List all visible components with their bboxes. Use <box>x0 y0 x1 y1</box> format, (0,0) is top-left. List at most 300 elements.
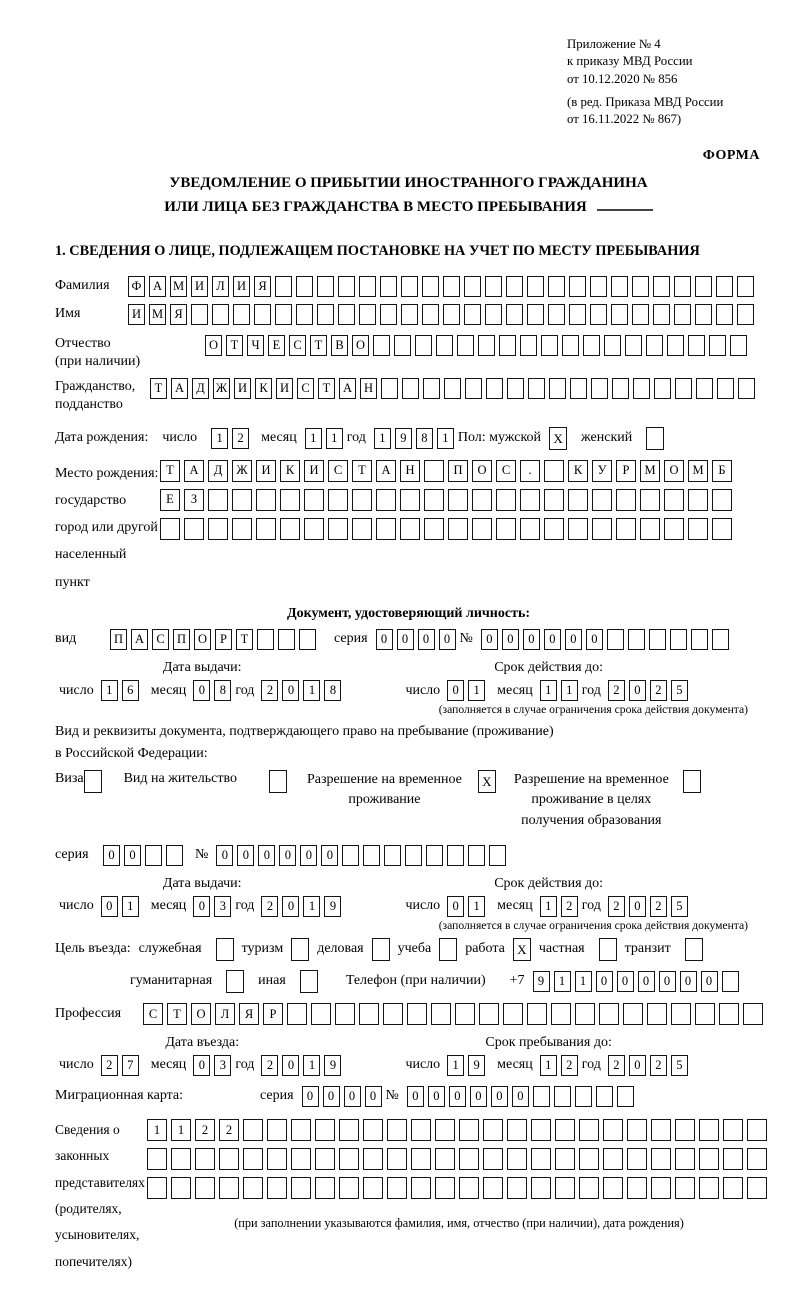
char-cell[interactable]: 1 <box>122 896 139 917</box>
char-cell[interactable] <box>555 1148 575 1170</box>
char-cell[interactable] <box>280 518 300 540</box>
char-cell[interactable] <box>478 335 495 356</box>
char-cell[interactable]: И <box>256 460 276 482</box>
char-cell[interactable] <box>338 276 355 297</box>
char-cell[interactable] <box>422 276 439 297</box>
char-cell[interactable]: 7 <box>122 1055 139 1076</box>
char-cell[interactable]: 9 <box>324 896 341 917</box>
char-cell[interactable]: 1 <box>374 428 391 449</box>
char-cell[interactable] <box>592 489 612 511</box>
char-cell[interactable] <box>709 335 726 356</box>
char-cell[interactable] <box>191 304 208 325</box>
char-cell[interactable]: 8 <box>416 428 433 449</box>
char-cell[interactable] <box>400 518 420 540</box>
char-cell[interactable] <box>423 378 440 399</box>
char-cell[interactable]: М <box>640 460 660 482</box>
char-cell[interactable]: И <box>304 460 324 482</box>
char-cell[interactable]: 2 <box>561 896 578 917</box>
char-cell[interactable]: А <box>171 378 188 399</box>
char-cell[interactable] <box>579 1148 599 1170</box>
char-cell[interactable] <box>232 518 252 540</box>
char-cell[interactable] <box>611 304 628 325</box>
char-cell[interactable]: И <box>234 378 251 399</box>
char-cell[interactable] <box>737 276 754 297</box>
char-cell[interactable] <box>528 378 545 399</box>
char-cell[interactable]: 2 <box>650 680 667 701</box>
char-cell[interactable]: 9 <box>468 1055 485 1076</box>
char-cell[interactable]: 1 <box>447 1055 464 1076</box>
char-cell[interactable] <box>256 489 276 511</box>
char-cell[interactable] <box>570 378 587 399</box>
char-cell[interactable]: 2 <box>101 1055 118 1076</box>
char-cell[interactable] <box>275 276 292 297</box>
char-cell[interactable] <box>455 1003 475 1025</box>
char-cell[interactable] <box>603 1148 623 1170</box>
char-cell[interactable] <box>359 304 376 325</box>
char-cell[interactable]: 0 <box>447 896 464 917</box>
char-cell[interactable] <box>296 276 313 297</box>
char-cell[interactable] <box>667 335 684 356</box>
char-cell[interactable] <box>233 304 250 325</box>
char-cell[interactable] <box>599 1003 619 1025</box>
char-cell[interactable] <box>145 845 162 866</box>
char-cell[interactable] <box>424 489 444 511</box>
char-cell[interactable]: И <box>128 304 145 325</box>
char-cell[interactable]: С <box>328 460 348 482</box>
char-cell[interactable] <box>579 1177 599 1199</box>
char-cell[interactable] <box>381 378 398 399</box>
char-cell[interactable]: 0 <box>629 680 646 701</box>
char-cell[interactable]: 0 <box>193 896 210 917</box>
char-cell[interactable]: Ч <box>247 335 264 356</box>
char-cell[interactable] <box>485 276 502 297</box>
char-cell[interactable] <box>459 1119 479 1141</box>
char-cell[interactable] <box>548 276 565 297</box>
char-cell[interactable]: О <box>194 629 211 650</box>
char-cell[interactable]: 0 <box>101 896 118 917</box>
char-cell[interactable]: 2 <box>561 1055 578 1076</box>
char-cell[interactable]: Д <box>208 460 228 482</box>
char-cell[interactable]: Т <box>236 629 253 650</box>
char-cell[interactable] <box>387 1148 407 1170</box>
char-cell[interactable]: 2 <box>650 896 667 917</box>
char-cell[interactable] <box>299 629 316 650</box>
char-cell[interactable] <box>147 1148 167 1170</box>
char-cell[interactable]: К <box>568 460 588 482</box>
char-cell[interactable] <box>363 1119 383 1141</box>
char-cell[interactable] <box>468 845 485 866</box>
char-cell[interactable]: 9 <box>395 428 412 449</box>
char-cell[interactable] <box>448 489 468 511</box>
char-cell[interactable] <box>267 1177 287 1199</box>
char-cell[interactable] <box>664 489 684 511</box>
char-cell[interactable] <box>424 518 444 540</box>
char-cell[interactable] <box>520 489 540 511</box>
char-cell[interactable]: 1 <box>101 680 118 701</box>
char-cell[interactable]: А <box>339 378 356 399</box>
char-cell[interactable]: 0 <box>523 629 540 650</box>
char-cell[interactable]: И <box>233 276 250 297</box>
char-cell[interactable]: 8 <box>214 680 231 701</box>
char-cell[interactable]: О <box>664 460 684 482</box>
char-cell[interactable]: 0 <box>596 971 613 992</box>
char-cell[interactable] <box>447 845 464 866</box>
char-cell[interactable] <box>651 1119 671 1141</box>
char-cell[interactable]: П <box>448 460 468 482</box>
char-cell[interactable]: Т <box>160 460 180 482</box>
char-cell[interactable] <box>527 276 544 297</box>
char-cell[interactable] <box>304 518 324 540</box>
char-cell[interactable] <box>256 518 276 540</box>
char-cell[interactable] <box>426 845 443 866</box>
char-cell[interactable] <box>738 378 755 399</box>
checkbox-cell[interactable] <box>216 938 234 961</box>
char-cell[interactable] <box>376 518 396 540</box>
char-cell[interactable] <box>472 489 492 511</box>
char-cell[interactable] <box>554 1086 571 1107</box>
char-cell[interactable] <box>544 518 564 540</box>
char-cell[interactable] <box>722 971 739 992</box>
char-cell[interactable] <box>267 1148 287 1170</box>
char-cell[interactable] <box>407 1003 427 1025</box>
char-cell[interactable] <box>489 845 506 866</box>
char-cell[interactable] <box>359 276 376 297</box>
char-cell[interactable]: Д <box>192 378 209 399</box>
char-cell[interactable] <box>507 1148 527 1170</box>
char-cell[interactable] <box>459 1177 479 1199</box>
char-cell[interactable] <box>604 335 621 356</box>
char-cell[interactable] <box>472 518 492 540</box>
char-cell[interactable] <box>296 304 313 325</box>
char-cell[interactable]: 0 <box>586 629 603 650</box>
char-cell[interactable] <box>691 629 708 650</box>
char-cell[interactable] <box>436 335 453 356</box>
char-cell[interactable]: А <box>376 460 396 482</box>
char-cell[interactable] <box>712 489 732 511</box>
checkbox-cell[interactable]: X <box>478 770 496 793</box>
char-cell[interactable] <box>402 378 419 399</box>
char-cell[interactable] <box>448 518 468 540</box>
char-cell[interactable] <box>723 1177 743 1199</box>
char-cell[interactable]: 0 <box>321 845 338 866</box>
char-cell[interactable]: Р <box>616 460 636 482</box>
char-cell[interactable]: Т <box>310 335 327 356</box>
char-cell[interactable] <box>291 1177 311 1199</box>
char-cell[interactable]: 0 <box>544 629 561 650</box>
char-cell[interactable] <box>632 276 649 297</box>
char-cell[interactable] <box>568 489 588 511</box>
char-cell[interactable]: Р <box>263 1003 283 1025</box>
char-cell[interactable] <box>352 518 372 540</box>
char-cell[interactable] <box>411 1148 431 1170</box>
char-cell[interactable] <box>443 304 460 325</box>
char-cell[interactable] <box>712 629 729 650</box>
char-cell[interactable] <box>647 1003 667 1025</box>
char-cell[interactable] <box>590 304 607 325</box>
checkbox-cell[interactable] <box>269 770 287 793</box>
char-cell[interactable] <box>315 1148 335 1170</box>
char-cell[interactable] <box>328 489 348 511</box>
char-cell[interactable]: Н <box>400 460 420 482</box>
char-cell[interactable]: 1 <box>305 428 322 449</box>
char-cell[interactable] <box>457 335 474 356</box>
char-cell[interactable] <box>562 335 579 356</box>
char-cell[interactable] <box>232 489 252 511</box>
checkbox-cell[interactable] <box>439 938 457 961</box>
char-cell[interactable] <box>590 276 607 297</box>
char-cell[interactable] <box>654 378 671 399</box>
char-cell[interactable] <box>485 304 502 325</box>
char-cell[interactable] <box>651 1148 671 1170</box>
char-cell[interactable] <box>384 845 401 866</box>
char-cell[interactable] <box>531 1177 551 1199</box>
char-cell[interactable] <box>583 335 600 356</box>
char-cell[interactable]: 1 <box>437 428 454 449</box>
char-cell[interactable] <box>674 276 691 297</box>
char-cell[interactable] <box>568 518 588 540</box>
checkbox-cell[interactable]: X <box>549 427 567 450</box>
checkbox-cell[interactable] <box>685 938 703 961</box>
char-cell[interactable]: 0 <box>258 845 275 866</box>
char-cell[interactable] <box>653 276 670 297</box>
char-cell[interactable]: 6 <box>122 680 139 701</box>
char-cell[interactable] <box>506 276 523 297</box>
char-cell[interactable] <box>633 378 650 399</box>
char-cell[interactable] <box>548 304 565 325</box>
char-cell[interactable] <box>612 378 629 399</box>
char-cell[interactable] <box>496 489 516 511</box>
char-cell[interactable]: 2 <box>608 896 625 917</box>
char-cell[interactable]: 0 <box>300 845 317 866</box>
char-cell[interactable] <box>507 1119 527 1141</box>
char-cell[interactable] <box>549 378 566 399</box>
checkbox-cell[interactable] <box>300 970 318 993</box>
char-cell[interactable] <box>435 1119 455 1141</box>
char-cell[interactable]: 0 <box>376 629 393 650</box>
char-cell[interactable] <box>387 1119 407 1141</box>
char-cell[interactable]: 0 <box>659 971 676 992</box>
char-cell[interactable]: 2 <box>261 1055 278 1076</box>
char-cell[interactable] <box>496 518 516 540</box>
char-cell[interactable]: 0 <box>407 1086 424 1107</box>
char-cell[interactable]: 0 <box>282 1055 299 1076</box>
char-cell[interactable]: 5 <box>671 896 688 917</box>
char-cell[interactable]: 0 <box>323 1086 340 1107</box>
char-cell[interactable] <box>730 335 747 356</box>
char-cell[interactable]: 0 <box>701 971 718 992</box>
char-cell[interactable] <box>616 518 636 540</box>
char-cell[interactable] <box>171 1177 191 1199</box>
char-cell[interactable]: З <box>184 489 204 511</box>
char-cell[interactable] <box>723 1119 743 1141</box>
char-cell[interactable] <box>444 378 461 399</box>
char-cell[interactable]: 5 <box>671 1055 688 1076</box>
char-cell[interactable]: Т <box>352 460 372 482</box>
char-cell[interactable] <box>737 304 754 325</box>
char-cell[interactable]: Ф <box>128 276 145 297</box>
char-cell[interactable]: 1 <box>211 428 228 449</box>
char-cell[interactable]: 2 <box>219 1119 239 1141</box>
char-cell[interactable] <box>544 489 564 511</box>
char-cell[interactable] <box>459 1148 479 1170</box>
char-cell[interactable] <box>688 335 705 356</box>
char-cell[interactable]: 0 <box>124 845 141 866</box>
char-cell[interactable] <box>520 518 540 540</box>
char-cell[interactable] <box>695 1003 715 1025</box>
char-cell[interactable] <box>479 1003 499 1025</box>
char-cell[interactable] <box>670 629 687 650</box>
char-cell[interactable] <box>304 489 324 511</box>
char-cell[interactable] <box>664 518 684 540</box>
char-cell[interactable]: Т <box>226 335 243 356</box>
char-cell[interactable]: 9 <box>324 1055 341 1076</box>
char-cell[interactable] <box>160 518 180 540</box>
char-cell[interactable] <box>166 845 183 866</box>
char-cell[interactable] <box>435 1177 455 1199</box>
char-cell[interactable]: С <box>143 1003 163 1025</box>
char-cell[interactable] <box>243 1177 263 1199</box>
char-cell[interactable] <box>688 518 708 540</box>
char-cell[interactable]: 0 <box>629 896 646 917</box>
char-cell[interactable]: М <box>688 460 708 482</box>
char-cell[interactable]: О <box>472 460 492 482</box>
char-cell[interactable] <box>743 1003 763 1025</box>
char-cell[interactable] <box>603 1177 623 1199</box>
char-cell[interactable] <box>632 304 649 325</box>
char-cell[interactable] <box>617 1086 634 1107</box>
char-cell[interactable] <box>520 335 537 356</box>
checkbox-cell[interactable] <box>84 770 102 793</box>
char-cell[interactable] <box>291 1148 311 1170</box>
checkbox-cell[interactable] <box>226 970 244 993</box>
char-cell[interactable] <box>555 1177 575 1199</box>
char-cell[interactable] <box>254 304 271 325</box>
char-cell[interactable] <box>696 378 713 399</box>
char-cell[interactable] <box>405 845 422 866</box>
char-cell[interactable] <box>674 304 691 325</box>
char-cell[interactable]: 1 <box>575 971 592 992</box>
char-cell[interactable]: 1 <box>468 896 485 917</box>
char-cell[interactable]: А <box>149 276 166 297</box>
char-cell[interactable] <box>443 276 460 297</box>
char-cell[interactable]: 1 <box>540 896 557 917</box>
char-cell[interactable]: 2 <box>261 896 278 917</box>
char-cell[interactable] <box>507 378 524 399</box>
char-cell[interactable] <box>723 1148 743 1170</box>
char-cell[interactable] <box>317 304 334 325</box>
char-cell[interactable] <box>616 489 636 511</box>
char-cell[interactable] <box>544 460 564 482</box>
char-cell[interactable] <box>551 1003 571 1025</box>
char-cell[interactable]: 0 <box>470 1086 487 1107</box>
char-cell[interactable]: 2 <box>608 680 625 701</box>
char-cell[interactable]: 1 <box>171 1119 191 1141</box>
char-cell[interactable] <box>435 1148 455 1170</box>
char-cell[interactable]: 0 <box>447 680 464 701</box>
char-cell[interactable] <box>607 629 624 650</box>
char-cell[interactable] <box>280 489 300 511</box>
checkbox-cell[interactable] <box>291 938 309 961</box>
char-cell[interactable]: И <box>191 276 208 297</box>
char-cell[interactable] <box>383 1003 403 1025</box>
char-cell[interactable] <box>627 1177 647 1199</box>
char-cell[interactable] <box>569 276 586 297</box>
char-cell[interactable] <box>335 1003 355 1025</box>
char-cell[interactable] <box>653 304 670 325</box>
checkbox-cell[interactable] <box>372 938 390 961</box>
char-cell[interactable] <box>499 335 516 356</box>
char-cell[interactable] <box>699 1119 719 1141</box>
char-cell[interactable]: 0 <box>491 1086 508 1107</box>
char-cell[interactable] <box>527 1003 547 1025</box>
char-cell[interactable] <box>363 845 380 866</box>
char-cell[interactable] <box>171 1148 191 1170</box>
char-cell[interactable]: С <box>152 629 169 650</box>
char-cell[interactable]: 0 <box>237 845 254 866</box>
char-cell[interactable] <box>380 304 397 325</box>
char-cell[interactable]: 8 <box>324 680 341 701</box>
char-cell[interactable]: А <box>131 629 148 650</box>
char-cell[interactable] <box>315 1177 335 1199</box>
char-cell[interactable]: В <box>331 335 348 356</box>
char-cell[interactable] <box>640 489 660 511</box>
char-cell[interactable] <box>699 1177 719 1199</box>
char-cell[interactable] <box>575 1003 595 1025</box>
char-cell[interactable]: 0 <box>638 971 655 992</box>
char-cell[interactable]: 1 <box>303 1055 320 1076</box>
char-cell[interactable]: Б <box>712 460 732 482</box>
char-cell[interactable]: 0 <box>365 1086 382 1107</box>
char-cell[interactable]: Т <box>318 378 335 399</box>
char-cell[interactable]: 1 <box>326 428 343 449</box>
char-cell[interactable] <box>527 304 544 325</box>
char-cell[interactable] <box>267 1119 287 1141</box>
char-cell[interactable]: 1 <box>561 680 578 701</box>
char-cell[interactable] <box>627 1119 647 1141</box>
char-cell[interactable]: 0 <box>428 1086 445 1107</box>
char-cell[interactable] <box>646 335 663 356</box>
char-cell[interactable]: С <box>496 460 516 482</box>
char-cell[interactable] <box>424 460 444 482</box>
char-cell[interactable] <box>483 1177 503 1199</box>
char-cell[interactable]: Я <box>254 276 271 297</box>
char-cell[interactable] <box>591 378 608 399</box>
char-cell[interactable]: 2 <box>608 1055 625 1076</box>
char-cell[interactable] <box>651 1177 671 1199</box>
char-cell[interactable] <box>747 1119 767 1141</box>
char-cell[interactable] <box>208 489 228 511</box>
char-cell[interactable] <box>311 1003 331 1025</box>
char-cell[interactable] <box>363 1177 383 1199</box>
char-cell[interactable] <box>431 1003 451 1025</box>
char-cell[interactable] <box>483 1119 503 1141</box>
char-cell[interactable]: 0 <box>565 629 582 650</box>
char-cell[interactable] <box>503 1003 523 1025</box>
char-cell[interactable]: 0 <box>680 971 697 992</box>
char-cell[interactable]: 0 <box>103 845 120 866</box>
char-cell[interactable]: Р <box>215 629 232 650</box>
checkbox-cell[interactable]: X <box>513 938 531 961</box>
char-cell[interactable]: А <box>184 460 204 482</box>
char-cell[interactable]: 0 <box>302 1086 319 1107</box>
char-cell[interactable]: 0 <box>481 629 498 650</box>
char-cell[interactable]: 0 <box>193 680 210 701</box>
char-cell[interactable] <box>712 518 732 540</box>
char-cell[interactable]: 5 <box>671 680 688 701</box>
char-cell[interactable] <box>243 1148 263 1170</box>
char-cell[interactable] <box>671 1003 691 1025</box>
char-cell[interactable]: П <box>173 629 190 650</box>
